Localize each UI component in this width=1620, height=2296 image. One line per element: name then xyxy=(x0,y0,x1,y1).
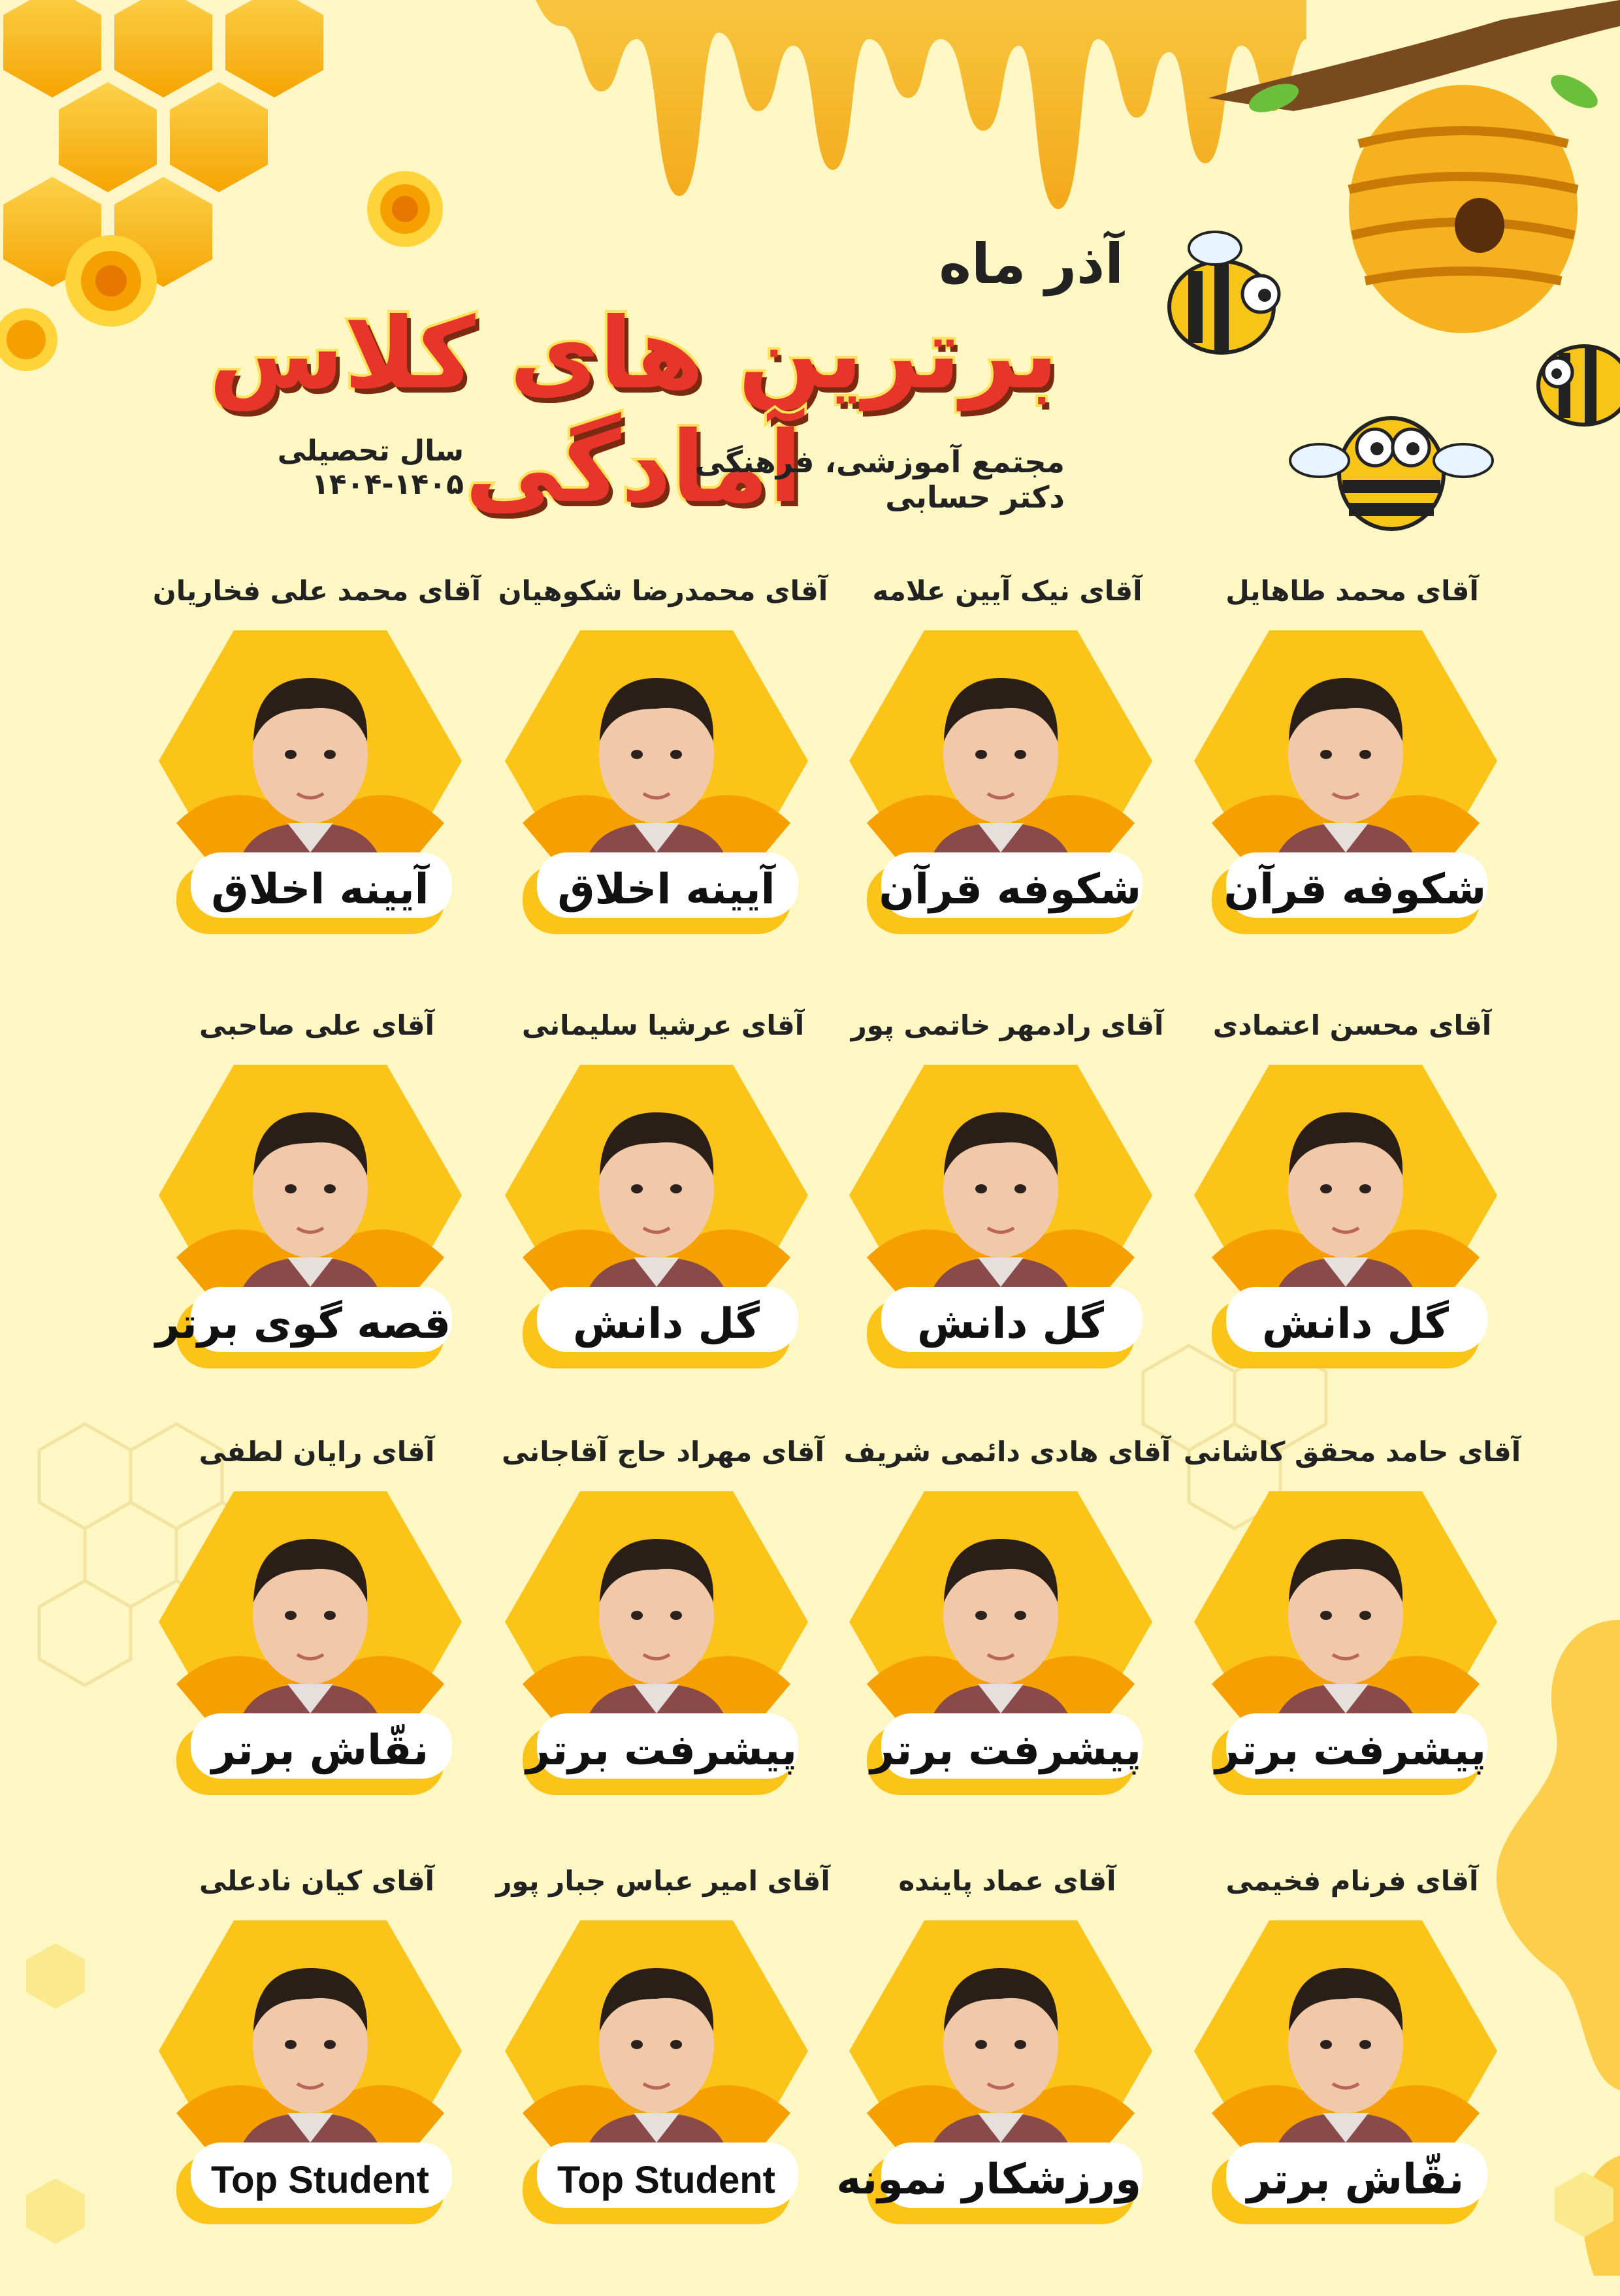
student-card xyxy=(140,1436,493,1867)
award-title: گل دانش xyxy=(917,1300,1104,1348)
student-card xyxy=(140,575,493,1006)
student-name: آقای مهراد حاج آقاجانی xyxy=(501,1436,825,1468)
award-title: Top Student xyxy=(211,2159,429,2201)
award-title: آیینه اخلاق xyxy=(557,865,775,914)
student-card xyxy=(1176,575,1529,1006)
month-label: آذر ماه xyxy=(939,232,1124,296)
page-title: برترین های کلاس آمادگی xyxy=(208,297,1059,525)
student-card xyxy=(140,1865,493,2296)
student-name: آقای عماد پاینده xyxy=(898,1865,1116,1897)
student-card xyxy=(140,1009,493,1440)
award-title: گل دانش xyxy=(1262,1300,1449,1348)
award-title: آیینه اخلاق xyxy=(211,865,429,914)
student-card xyxy=(831,1436,1184,1867)
student-name: آقای رادمهر خاتمی پور xyxy=(850,1009,1164,1041)
student-card xyxy=(487,1436,839,1867)
award-title: پیشرفت برتر xyxy=(870,1726,1141,1775)
student-name: آقای حامد محقق کاشانی xyxy=(1183,1436,1521,1468)
student-name: آقای رایان لطفی xyxy=(199,1436,435,1468)
award-title: پیشرفت برتر xyxy=(1215,1726,1486,1775)
academic-year: سال تحصیلی ۱۴۰۵-۱۴۰۴ xyxy=(277,434,464,501)
student-card xyxy=(1176,1865,1529,2296)
student-card xyxy=(487,1009,839,1440)
student-card xyxy=(1176,1009,1529,1440)
student-name: آقای محمد علی فخاریان xyxy=(152,575,481,607)
honey-drip xyxy=(536,0,1306,209)
student-card xyxy=(831,1865,1184,2296)
award-title: ورزشکار نمونه xyxy=(836,2156,1141,2204)
award-title: گل دانش xyxy=(573,1300,760,1348)
award-title: شکوفه قرآن xyxy=(879,865,1141,914)
award-title: نقّاش برتر xyxy=(211,1726,429,1775)
student-card xyxy=(487,575,839,1006)
student-name: آقای هادی دائمی شریف xyxy=(843,1436,1171,1468)
student-name: آقای محسن اعتمادی xyxy=(1212,1009,1492,1041)
student-name: آقای محمد طاهایل xyxy=(1225,575,1479,607)
student-card xyxy=(831,575,1184,1006)
award-title: نقّاش برتر xyxy=(1246,2156,1465,2204)
student-name: آقای امیر عباس جبار پور xyxy=(496,1865,830,1897)
student-name: آقای محمدرضا شکوهیان xyxy=(498,575,828,607)
student-name: آقای عرشیا سلیمانی xyxy=(521,1009,805,1041)
student-name: آقای کیان نادعلی xyxy=(199,1865,434,1897)
student-name: آقای نیک آیین علامه xyxy=(872,575,1142,607)
award-title: قصه گوی برتر xyxy=(155,1300,451,1348)
student-card xyxy=(487,1865,839,2296)
school-name: مجتمع آموزشی، فرهنگی دکتر حسابی xyxy=(694,444,1065,515)
student-card xyxy=(1176,1436,1529,1867)
award-title: شکوفه قرآن xyxy=(1223,865,1486,914)
student-name: آقای فرنام فخیمی xyxy=(1225,1865,1479,1897)
student-name: آقای علی صاحبی xyxy=(199,1009,434,1041)
student-card xyxy=(831,1009,1184,1440)
award-title: پیشرفت برتر xyxy=(526,1726,797,1775)
honeycomb-cluster-icon xyxy=(0,0,327,291)
award-title: Top Student xyxy=(557,2159,775,2201)
